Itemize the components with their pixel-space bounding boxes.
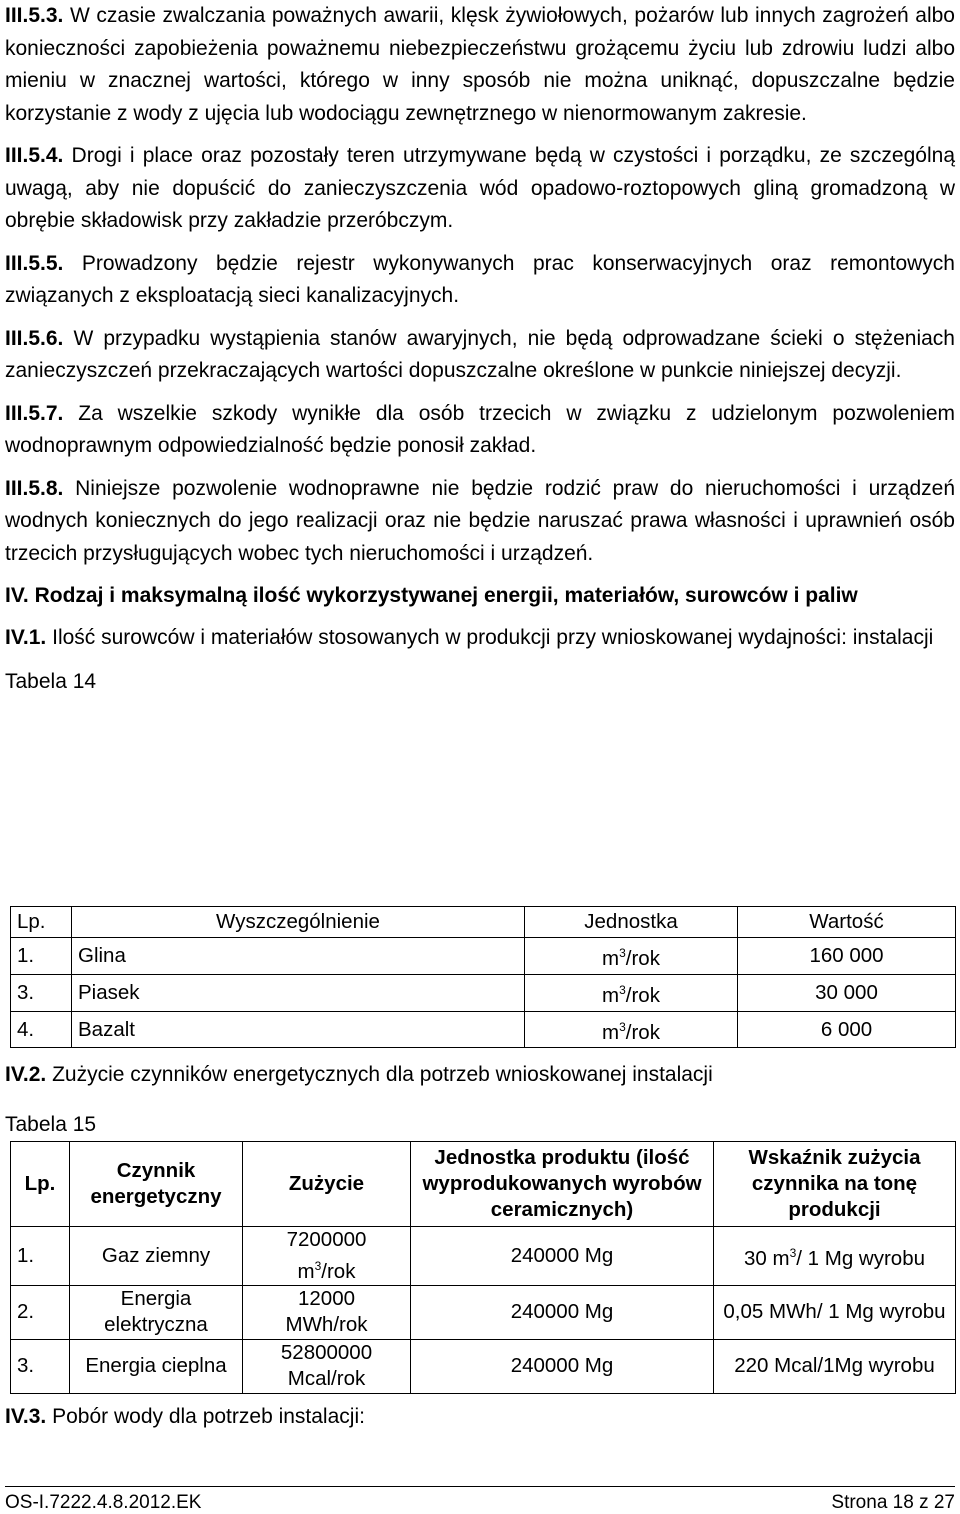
table-row (11, 1227, 956, 1286)
col-header-usage: Zużycie (243, 1142, 411, 1227)
cell-lp: 3. (11, 1339, 70, 1393)
cell-unit (525, 974, 738, 1011)
usage-unit: Mcal/rok (287, 1367, 366, 1391)
col-header-index: Wskaźnik zużycia czynnika na tonę produkcji (714, 1142, 956, 1227)
unit-base: m (602, 1020, 620, 1044)
section-iv-1 (5, 622, 955, 655)
cell-unit (525, 938, 738, 975)
unit-rest: /rok (625, 983, 660, 1007)
usage-sup: 3 (314, 1259, 322, 1273)
paragraph-text: Zużycie czynników energetycznych dla potrzeb wnioskowanej instalacji (52, 1063, 713, 1086)
paragraph-number: III.5.7. (5, 401, 64, 425)
index-value: 30 m (743, 1246, 790, 1270)
cell-lp: 4. (11, 1011, 72, 1048)
table-row (11, 938, 956, 975)
paragraph-iii-5-6 (5, 323, 955, 388)
section-iv-heading: IV. Rodzaj i maksymalną ilość wykorzystywanej energii, materiałów, surowców i paliw (5, 584, 858, 607)
paragraph-number: IV.2. (5, 1063, 47, 1086)
cell-index: 0,05 MWh/ 1 Mg wyrobu (714, 1285, 956, 1339)
footer-divider (5, 1486, 955, 1487)
paragraph-number: III.5.3. (5, 4, 64, 27)
paragraph-number: III.5.8. (5, 476, 64, 500)
paragraph-iii-5-4 (5, 140, 955, 238)
usage-unit: m (297, 1259, 315, 1283)
index-sup: 3 (789, 1246, 797, 1260)
table-row (11, 974, 956, 1011)
table-row (11, 1011, 956, 1048)
cell-product: 240000 Mg (411, 1339, 714, 1393)
cell-value: 30 000 (738, 974, 956, 1011)
cell-value: 6 000 (738, 1011, 956, 1048)
footer-page-number: Strona 18 z 27 (831, 1492, 955, 1513)
usage-value: 7200000 (286, 1228, 367, 1251)
unit-sup: 3 (619, 982, 626, 997)
cell-usage (243, 1339, 411, 1393)
col-header-product: Jednostka produktu (ilość wyprodukowanych wyrobów ceramicznych) (411, 1142, 714, 1227)
table-14 (10, 906, 956, 1048)
footer-case-number: OS-I.7222.4.8.2012.EK (5, 1492, 202, 1513)
unit-base: m (602, 946, 620, 970)
cell-name: Bazalt (72, 1011, 525, 1048)
section-iv-2 (5, 1060, 713, 1090)
paragraph-text: Prowadzony będzie rejestr wykonywanych prac konserwacyjnych oraz remontowych związanych z eksploatacją sieci kanalizacyjnych. (5, 251, 955, 307)
table15-caption: Tabela 15 (5, 1113, 97, 1136)
cell-index (714, 1227, 956, 1286)
document-page (5, 0, 955, 697)
cell-product: 240000 Mg (411, 1285, 714, 1339)
cell-product: 240000 Mg (411, 1227, 714, 1286)
cell-factor: Energia elektryczna (70, 1285, 243, 1339)
paragraph-number: III.5.4. (5, 144, 64, 167)
paragraph-iii-5-8 (5, 473, 955, 571)
col-header-name: Wyszczególnienie (72, 907, 525, 938)
index-rest: / 1 Mg wyrobu (796, 1246, 925, 1270)
cell-lp: 1. (11, 1227, 70, 1286)
usage-unit: MWh/rok (285, 1313, 368, 1337)
col-header-lp: Lp. (11, 1142, 70, 1227)
unit-rest: /rok (625, 946, 660, 970)
cell-usage (243, 1227, 411, 1286)
usage-value: 12000 (297, 1287, 355, 1311)
paragraph-number: III.5.6. (5, 326, 64, 350)
cell-name: Piasek (72, 974, 525, 1011)
paragraph-number: IV.1. (5, 626, 47, 649)
cell-lp: 1. (11, 938, 72, 975)
table-row (11, 1285, 956, 1339)
table14-caption: Tabela 14 (5, 669, 97, 693)
paragraph-text: W przypadku wystąpienia stanów awaryjnych, nie będą odprowadzane ścieki o stężeniach zanieczyszczeń przekraczających wartości dopuszczalne określone w punkcie niniejszej decyzji. (5, 326, 955, 382)
paragraph-text: Drogi i place oraz pozostały teren utrzymywane będą w czystości i porządku, ze szczególną uwagą, aby nie dopuścić do zanieczyszczenia wód opadowo-roztopowych gliną gromadzoną w obrębie składowisk przy zakładzie przeróbczym. (5, 144, 955, 232)
cell-index: 220 Mcal/1Mg wyrobu (714, 1339, 956, 1393)
cell-name: Glina (72, 938, 525, 975)
col-header-factor: Czynnik energetyczny (70, 1142, 243, 1227)
paragraph-iii-5-3 (5, 0, 955, 130)
paragraph-iii-5-7 (5, 398, 955, 463)
section-iv-3 (5, 1402, 365, 1432)
col-header-value: Wartość (738, 907, 956, 938)
paragraph-text: W czasie zwalczania poważnych awarii, klęsk żywiołowych, pożarów lub innych zagrożeń albo konieczności zapobieżenia poważnemu niebezpieczeństwu grożącemu życiu lub zdrowiu ludzi albo mieniu w znacznej wartości, którego w inny sposób nie można uniknąć, dopuszczalne będzie korzystanie z wody z ujęcia lub wodociągu zewnętrznego w nienormowanym zakresie. (5, 4, 955, 125)
cell-usage (243, 1285, 411, 1339)
paragraph-text: Niniejsze pozwolenie wodnoprawne nie będzie rodzić praw do nieruchomości i urządzeń wodnych koniecznych do jego realizacji oraz nie będzie naruszać prawa własności i uprawnień osób trzecich przysługujących wobec tych nieruchomości i urządzeń. (5, 476, 955, 565)
col-header-unit: Jednostka (525, 907, 738, 938)
cell-factor: Energia cieplna (70, 1339, 243, 1393)
paragraph-text: Za wszelkie szkody wynikłe dla osób trzecich w związku z udzielonym pozwoleniem wodnoprawnym odpowiedzialność będzie ponosił zakład. (5, 401, 955, 457)
unit-rest: /rok (625, 1020, 660, 1044)
paragraph-number: III.5.5. (5, 251, 64, 275)
col-header-lp: Lp. (11, 907, 72, 938)
table-row (11, 1339, 956, 1393)
table-header-row (11, 1142, 956, 1227)
usage-rest: /rok (321, 1259, 356, 1283)
unit-base: m (602, 983, 620, 1007)
cell-lp: 3. (11, 974, 72, 1011)
usage-value: 52800000 (280, 1341, 373, 1365)
cell-value: 160 000 (738, 938, 956, 975)
paragraph-number: IV.3. (5, 1405, 47, 1428)
cell-unit (525, 1011, 738, 1048)
table-header-row (11, 907, 956, 938)
table-15 (10, 1141, 956, 1394)
cell-lp: 2. (11, 1285, 70, 1339)
unit-sup: 3 (619, 1019, 626, 1034)
unit-sup: 3 (619, 946, 626, 960)
paragraph-iii-5-5 (5, 248, 955, 313)
paragraph-text: Pobór wody dla potrzeb instalacji: (52, 1405, 365, 1428)
cell-factor: Gaz ziemny (70, 1227, 243, 1286)
paragraph-text: Ilość surowców i materiałów stosowanych w produkcji przy wnioskowanej wydajności: instalacji (52, 626, 934, 649)
